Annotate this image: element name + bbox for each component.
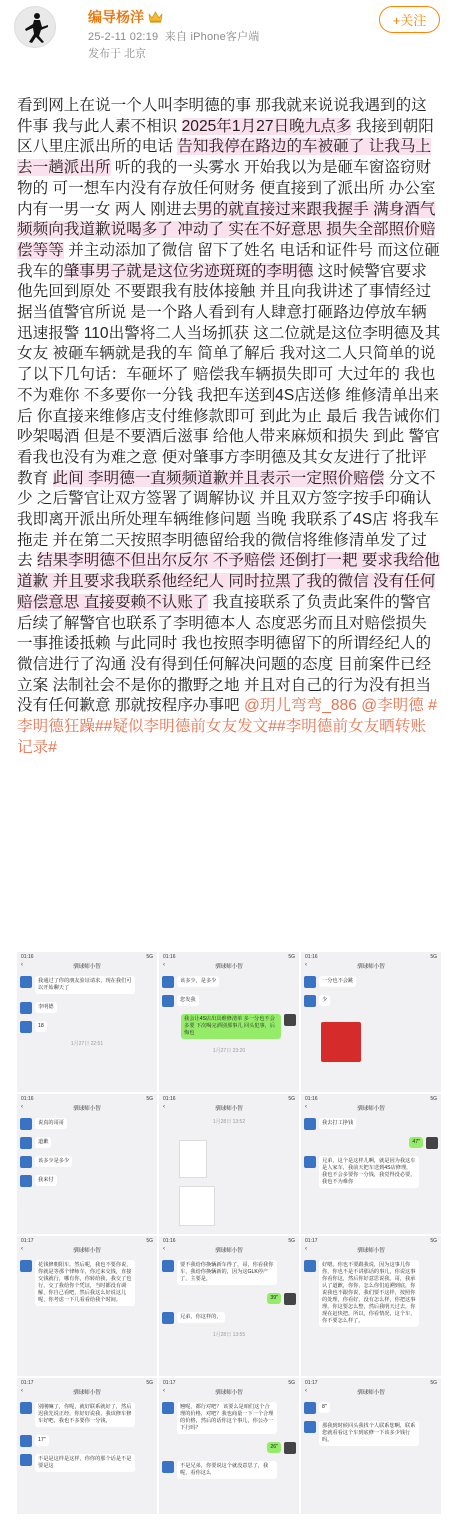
chat-title: 驯球师小智 <box>73 1106 101 1112</box>
phone-status-bar <box>17 952 157 962</box>
chat-bubble: 要不我给你换辆新车得了，哥，你看我你车，我给你换辆新的，因为这GLK停产了，主要是， <box>177 1260 277 1285</box>
signal-indicator: 5G <box>430 954 437 960</box>
chat-timestamp: 1月28日 13:55 <box>212 1332 246 1338</box>
chat-screenshot-thumbnail[interactable] <box>301 1094 441 1234</box>
chat-avatar <box>162 976 174 988</box>
chat-avatar <box>304 1260 316 1272</box>
chat-avatar <box>162 995 174 1007</box>
post-highlight: 告知我停在路边的车被砸了 让我马上去一趟派出所 <box>17 138 432 177</box>
chat-avatar <box>20 976 32 988</box>
chat-bubble: 不是是这样是这样，你你的那个话是不是要是这 <box>35 1454 135 1472</box>
post-location: 发布于 北京 <box>88 48 147 60</box>
chat-avatar <box>162 1260 174 1272</box>
chat-timestamp: 1月27日 22:51 <box>70 1041 104 1047</box>
chat-title: 驯球师小智 <box>215 1390 243 1396</box>
follow-button-label: +关注 <box>392 13 427 28</box>
chat-avatar <box>20 1454 32 1466</box>
chat-bubble: 8" <box>319 1402 330 1413</box>
chat-screenshot-thumbnail[interactable] <box>301 1378 441 1514</box>
back-arrow-icon: ‹ <box>21 1104 23 1110</box>
chat-avatar <box>304 995 316 1007</box>
post-segment: 这时候警官要求他先回到原处 不要跟我有肢体接触 并且向我讲述了事情经过 据当值警官所说 是一个路人看到有人肆意打砸路边停放车辆迅速报警 110出警将二人当场抓获 这二位就是这位李明德及其女友 被砸车辆就是我的车 简单了解后 我对这二人只简单的说了以下几句话：车砸坏了 赔偿我车辆损失即可 大过年的 我也不为难你 不多要你一分钱 我把车送到4S店送修 维修清单出来后 你直接来维修店支付维修款即可 到此为止 最后 我告诫你们 吵架喝酒 但是不要酒后滋事 给他人带来麻烦和损失 到此 警官看我也没有为难之意 便对肇事方李明德及其女友进行了批评教育 <box>17 262 441 487</box>
chat-bubble: 我来付 <box>35 1175 57 1186</box>
phone-status-bar <box>301 952 441 962</box>
phone-status-bar <box>301 1094 441 1104</box>
post-segment: 我直接联系了负责此案件的警官 后续了解警官也联系了李明德本人 态度恶劣而且对赔偿损失一事推诿抵赖 与此同时 我也按照李明德留下的所谓经纪人的微信进行了沟通 没有得到任何解决问题的态度 目前案件已经立案 法制社会不是你的撒野之地 并且对自己的行为没有担当没有任何歉意 那就按程序办事吧 <box>17 593 432 715</box>
chat-bubble: 一分也不会跳 <box>319 976 356 987</box>
chat-bubble: 李明德 <box>35 1002 57 1013</box>
chat-timestamp: 1月27日 23:20 <box>212 1048 246 1054</box>
status-time: 01:17 <box>21 1238 34 1244</box>
status-time: 01:16 <box>305 954 318 960</box>
chat-screenshot-thumbnail[interactable] <box>159 952 299 1092</box>
chat-bubble: 兄弟，你这样的， <box>177 1312 225 1323</box>
post-highlight: 结果李明德不但出尔反尔 不予赔偿 还倒打一耙 要求我给他道歉 并且要求我联系他经纪人 同时拉黑了我的微信 没有任何赔偿意思 直接耍赖不认账了 <box>17 552 440 611</box>
back-arrow-icon: ‹ <box>163 962 165 968</box>
signal-indicator: 5G <box>146 1238 153 1244</box>
receipt-image[interactable] <box>179 1186 215 1226</box>
sticker-image <box>321 1022 361 1062</box>
chat-timestamp: 1月28日 13:52 <box>212 1119 246 1125</box>
back-arrow-icon: ‹ <box>163 1388 165 1394</box>
follow-button[interactable] <box>379 6 440 33</box>
chat-screenshot-thumbnail[interactable] <box>17 952 157 1092</box>
post-meta <box>88 28 260 44</box>
post-link[interactable]: #李明德狂躁##疑似李明德前女友发文##李明德前女友晒转账记录# <box>17 697 437 756</box>
back-arrow-icon: ‹ <box>163 1246 165 1252</box>
signal-indicator: 5G <box>288 1238 295 1244</box>
chat-avatar <box>284 1014 296 1026</box>
chat-avatar <box>20 1137 32 1149</box>
chat-bubble: 好嗯，你也不要跟我说，因为这事儿你你，你也不是不讲那话的事儿，你说这事你看你这，然后你好意思说我。哥，我承认了道歉，你你，怎么你们追溯到底，你说我也不跟你说，我们要不这样，按照你的处理，你看好，没有怎么样，你把这事理，你这要怎么整，然后我明天过去，你现在赶快把。所以，你看情况，这个车，你不要怎么样了。 <box>319 1260 419 1327</box>
chat-avatar <box>20 1021 32 1033</box>
chat-screenshot-thumbnail[interactable] <box>301 1236 441 1376</box>
chat-screenshot-thumbnail[interactable] <box>301 952 441 1092</box>
chat-title: 驯球师小智 <box>215 964 243 970</box>
chat-avatar <box>20 1002 32 1014</box>
chat-bubble: 我会让4S店出具维修清单 多一分也不会多要 下次喝完酒别那事儿 回头犯事，后悔也 <box>181 1014 281 1039</box>
chat-bubble: 那我到时候回头我找个人联系您啊，联系您就看看这个车到底修一下该多少钱行吗。 <box>319 1421 419 1446</box>
chat-screenshot-thumbnail[interactable] <box>17 1378 157 1514</box>
back-arrow-icon: ‹ <box>305 962 307 968</box>
chat-avatar <box>20 1118 32 1130</box>
signal-indicator: 5G <box>288 954 295 960</box>
jumpman-logo-icon <box>21 12 51 44</box>
back-arrow-icon: ‹ <box>163 1104 165 1110</box>
status-time: 01:16 <box>21 1096 34 1102</box>
chat-avatar <box>20 1156 32 1168</box>
chat-title: 驯球师小智 <box>357 964 385 970</box>
signal-indicator: 5G <box>146 954 153 960</box>
back-arrow-icon: ‹ <box>305 1104 307 1110</box>
status-time: 01:17 <box>21 1380 34 1386</box>
chat-avatar <box>162 1312 174 1324</box>
chat-avatar <box>426 1137 438 1149</box>
status-time: 01:17 <box>305 1238 318 1244</box>
signal-indicator: 5G <box>146 1380 153 1386</box>
chat-title: 驯球师小智 <box>357 1106 385 1112</box>
chat-avatar <box>304 1156 316 1168</box>
phone-status-bar <box>301 1378 441 1388</box>
phone-status-bar <box>17 1378 157 1388</box>
signal-indicator: 5G <box>430 1096 437 1102</box>
crown-icon <box>148 11 163 23</box>
author-name[interactable] <box>88 7 163 27</box>
receipt-image[interactable] <box>179 1140 207 1178</box>
status-time: 01:16 <box>21 954 34 960</box>
chat-title: 驯球师小智 <box>73 964 101 970</box>
back-arrow-icon: ‹ <box>305 1388 307 1394</box>
chat-screenshot-thumbnail[interactable] <box>17 1094 157 1234</box>
chat-bubble: 47" <box>409 1137 423 1148</box>
signal-indicator: 5G <box>288 1380 295 1386</box>
chat-bubble: 我通过了你的朋友验证请求，现在我们可以开始聊天了 <box>35 976 135 994</box>
phone-status-bar <box>159 952 299 962</box>
back-arrow-icon: ‹ <box>21 1388 23 1394</box>
post-segment: 我接到朝阳区八里庄派出所的电话 <box>17 117 434 156</box>
chat-bubble: 18 <box>35 1021 47 1032</box>
avatar[interactable] <box>14 6 56 48</box>
signal-indicator: 5G <box>288 1096 295 1102</box>
post-highlight: 2025年1月27日晚九点多 <box>181 117 352 135</box>
chat-bubble: 我去打工挣钱 <box>319 1118 356 1129</box>
chat-title: 驯球师小智 <box>357 1390 385 1396</box>
phone-status-bar <box>301 1236 441 1246</box>
status-time: 01:17 <box>305 1380 318 1386</box>
chat-title: 驯球师小智 <box>215 1106 243 1112</box>
post-link[interactable]: @李明德 <box>361 697 424 715</box>
chat-avatar <box>20 1175 32 1187</box>
phone-status-bar <box>159 1094 299 1104</box>
post-timestamp: 25-2-11 02:19 <box>88 31 159 43</box>
status-time: 01:16 <box>305 1096 318 1102</box>
chat-bubble: 39" <box>267 1293 281 1304</box>
status-time: 01:16 <box>163 954 176 960</box>
chat-bubble: 该多少是多少 <box>35 1156 72 1167</box>
phone-status-bar <box>17 1094 157 1104</box>
phone-status-bar <box>159 1378 299 1388</box>
status-time: 01:16 <box>163 1096 176 1102</box>
chat-avatar <box>304 1421 316 1433</box>
post-link[interactable]: @玥儿弯弯_886 <box>243 697 357 715</box>
chat-avatar <box>20 1435 32 1447</box>
author-name-label: 编导杨洋 <box>88 9 144 25</box>
chat-screenshot-thumbnail[interactable] <box>159 1236 299 1376</box>
chat-title: 驯球师小智 <box>357 1248 385 1254</box>
signal-indicator: 5G <box>430 1238 437 1244</box>
post-source: 来自 iPhone客户端 <box>164 31 260 43</box>
chat-avatar <box>284 1293 296 1305</box>
post-segment: 分文不少 之后警官让双方签署了调解协议 并且双方签字按手印确认 我即离开派出所处理车辆维修问题 当晚 我联系了4S店 将我车拖走 并在第二天按照李明德留给我的微信将维修清单发了过去 <box>17 469 439 570</box>
signal-indicator: 5G <box>430 1380 437 1386</box>
chat-avatar <box>284 1442 296 1454</box>
post-segment: 听的我的一头雾水 开始我以为是砸车窗盗窃财物的 可一想车内没有存放任何财务 便直接到了派出所 办公室内有一男一女 两人 刚进去 <box>17 159 436 218</box>
chat-title: 驯球师小智 <box>215 1248 243 1254</box>
chat-bubble: 说真的哥哥 <box>35 1118 67 1129</box>
back-arrow-icon: ‹ <box>21 962 23 968</box>
post-segment: 并主动添加了微信 留下了姓名 电话和证件号 而这位砸我车的 <box>17 241 440 280</box>
post-segment: 看到网上在说一个人叫李明德的事 那我就来说说我遇到的这件事 我与此人素不相识 <box>17 97 427 135</box>
chat-avatar <box>20 1402 32 1414</box>
signal-indicator: 5G <box>146 1096 153 1102</box>
chat-avatar <box>20 1260 32 1272</box>
phone-status-bar <box>159 1236 299 1246</box>
chat-avatar <box>304 976 316 988</box>
chat-bubble: 17" <box>35 1435 49 1446</box>
chat-avatar <box>304 1118 316 1130</box>
chat-bubble: 不是兄弟，你要说这个就没意思了，我呢，看你这么 <box>177 1461 277 1479</box>
chat-title: 驯球师小智 <box>73 1390 101 1396</box>
phone-status-bar <box>17 1236 157 1246</box>
chat-bubble: 您发我 <box>177 995 199 1006</box>
chat-bubble: 别刚嘛了，你呢，就好联系就好了，然后迟我先说正经，你好好说我，我该修车修车好吧，我也不多要你一分钱， <box>35 1402 135 1427</box>
chat-title: 驯球师小智 <box>73 1248 101 1254</box>
chat-avatar <box>162 1461 174 1473</box>
chat-bubble: 26" <box>267 1442 281 1453</box>
post-highlight: 男的就直接过来跟我握手 满身酒气 频频向我道歉说喝多了 冲动了 实在不好意思 损失全部照价赔偿等等 <box>17 200 436 259</box>
back-arrow-icon: ‹ <box>21 1246 23 1252</box>
chat-avatar <box>304 1402 316 1414</box>
chat-bubble: 少 <box>319 995 330 1006</box>
chat-bubble: 该多少，是多少 <box>177 976 219 987</box>
chat-bubble: 翘呢，都行对吧？ 该要么是咱们这个合理的价格，对吧？我也商量一下一个合理的价格，然后的话你这个事儿，你公办一下行吗？ <box>177 1402 277 1434</box>
back-arrow-icon: ‹ <box>305 1246 307 1252</box>
chat-screenshot-thumbnail[interactable] <box>159 1094 299 1234</box>
chat-bubble: 兄弟，这个是这样儿啊，就是因为我这车是人家车，我前天把车送到4S店修理，我也不会多要你一分钱，我觉得没必要，我也不为难你 <box>319 1156 419 1188</box>
post-highlight: 肇事男子就是这位劣迹斑斑的李明德 <box>63 262 314 280</box>
chat-avatar <box>162 1402 174 1414</box>
post-highlight: 此间 李明德一直频频道歉并且表示一定照价赔偿 <box>52 469 385 487</box>
chat-bubble: 花钱修朝阳车。然后呢，我也不要你说，你就是等那个律师车，你过来交钱，直接交钱就行，哪有你，你转给我，我交了也行，交了我给你个凭证，当时都没有调解，你自己看吧，然后我这么好说这儿呢，你考虑一下几看看给我个时间。 <box>35 1260 135 1306</box>
status-time: 01:16 <box>163 1238 176 1244</box>
post-header <box>0 0 451 72</box>
post-text <box>17 96 441 759</box>
chat-screenshot-thumbnail[interactable] <box>159 1378 299 1514</box>
chat-screenshot-thumbnail[interactable] <box>17 1236 157 1376</box>
status-time: 01:17 <box>163 1380 176 1386</box>
chat-bubble: 道歉 <box>35 1137 51 1148</box>
